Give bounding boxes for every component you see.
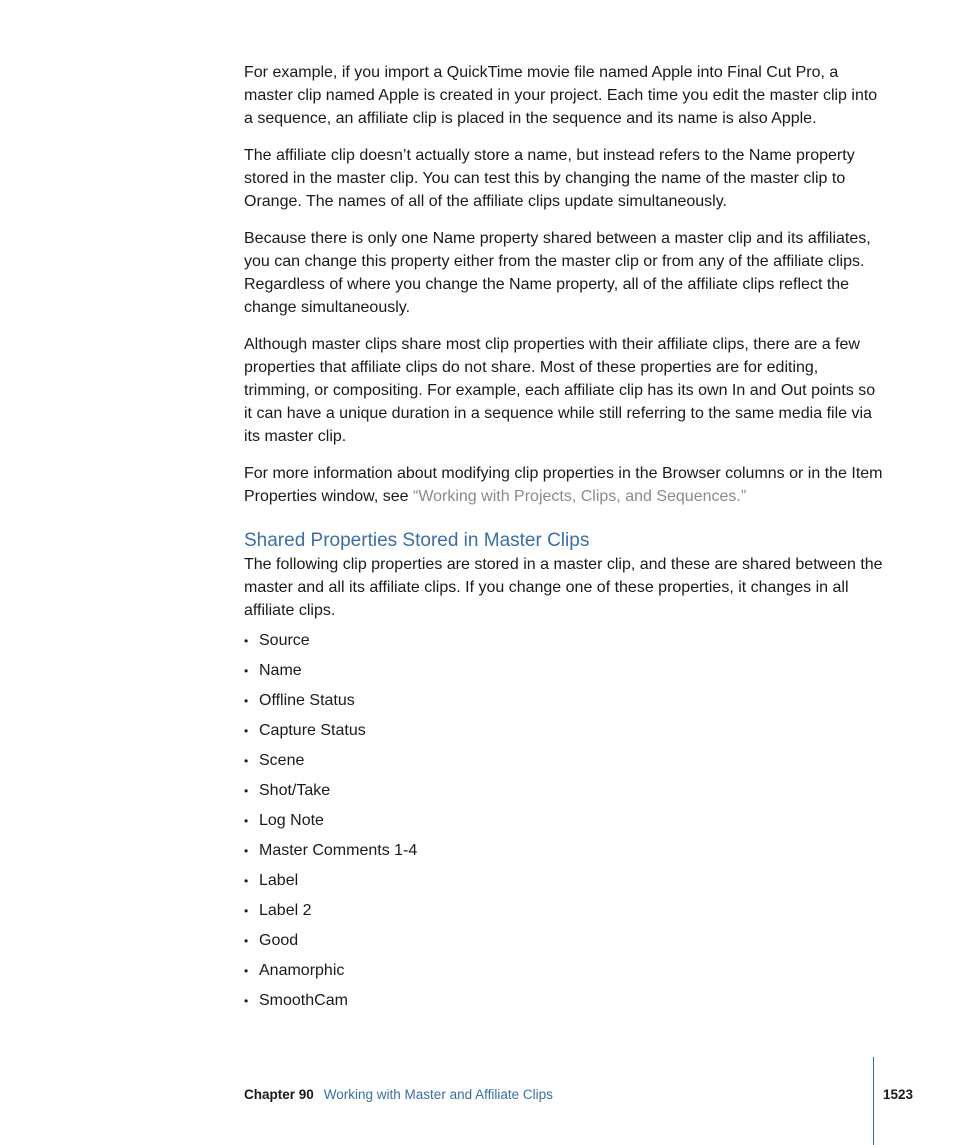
list-item xyxy=(244,960,884,982)
paragraph-unshared-properties: Although master clips share most clip properties with their affiliate clips, there are a few properties that affiliate clips do not share. Most of these properties are for editing, trimming, or compositing. For example, each affiliate clip has its own In and Out points so it can have a unique duration in a sequence while still referring to the same media file via its master clip. xyxy=(244,336,876,445)
bullet-icon: • xyxy=(244,874,249,888)
list-item-label: Capture Status xyxy=(259,722,366,739)
bullet-icon: • xyxy=(244,784,249,798)
list-item xyxy=(244,900,884,922)
bullet-icon: • xyxy=(244,694,249,708)
list-item-label: Name xyxy=(259,662,302,679)
section-intro: The following clip properties are stored in a master clip, and these are shared between the master and all its affiliate clips. If you change one of these properties, it changes in all affiliate clips. xyxy=(244,556,883,619)
list-item xyxy=(244,870,884,892)
list-item-label: Scene xyxy=(259,752,305,769)
bullet-icon: • xyxy=(244,844,249,858)
shared-properties-list xyxy=(244,630,884,1012)
list-item xyxy=(244,810,884,832)
list-item-label: Shot/Take xyxy=(259,782,331,799)
list-item-label: Log Note xyxy=(259,812,324,829)
list-item-label: Good xyxy=(259,932,299,949)
page-footer xyxy=(244,1086,553,1104)
bullet-icon: • xyxy=(244,634,249,648)
list-item xyxy=(244,780,884,802)
list-item xyxy=(244,630,884,652)
list-item-label: Anamorphic xyxy=(259,962,345,979)
paragraph-shared-name: Because there is only one Name property shared between a master clip and its affiliates, you can change this property either from the master clip or from any of the affiliate clips. Regardless of where you change the Name property, all of the affiliate clips reflect the change simultaneously. xyxy=(244,230,871,316)
page-content xyxy=(244,61,884,1020)
paragraph-more-info xyxy=(244,462,884,508)
bullet-icon: • xyxy=(244,904,249,918)
list-item-label: Offline Status xyxy=(259,692,355,709)
bullet-icon: • xyxy=(244,814,249,828)
list-item xyxy=(244,750,884,772)
bullet-icon: • xyxy=(244,964,249,978)
list-item-label: Label xyxy=(259,872,299,889)
footer-divider xyxy=(873,1057,874,1145)
bullet-icon: • xyxy=(244,664,249,678)
bullet-icon: • xyxy=(244,934,249,948)
list-item xyxy=(244,840,884,862)
section-heading: Shared Properties Stored in Master Clips xyxy=(244,530,590,551)
list-item xyxy=(244,930,884,952)
paragraph-name-property: The affiliate clip doesn’t actually store a name, but instead refers to the Name property stored in the master clip. You can test this by changing the name of the master clip to Orange. The names of all of the affiliate clips update simultaneously. xyxy=(244,147,855,210)
list-item xyxy=(244,990,884,1012)
more-info-text: For more information about modifying clip properties in the Browser columns or in the Item Properties window, see xyxy=(244,465,883,505)
footer-chapter: Chapter 90 xyxy=(244,1087,314,1102)
bullet-icon: • xyxy=(244,724,249,738)
list-item-label: Source xyxy=(259,632,310,649)
list-item xyxy=(244,660,884,682)
paragraph-example: For example, if you import a QuickTime movie file named Apple into Final Cut Pro, a master clip named Apple is created in your project. Each time you edit the master clip into a sequence, an affiliate clip is placed in the sequence and its name is also Apple. xyxy=(244,64,878,127)
list-item xyxy=(244,690,884,712)
list-item-label: Label 2 xyxy=(259,902,312,919)
bullet-icon: • xyxy=(244,754,249,768)
cross-reference-link[interactable]: “Working with Projects, Clips, and Sequences.” xyxy=(412,488,747,505)
list-item-label: Master Comments 1-4 xyxy=(259,842,418,859)
list-item-label: SmoothCam xyxy=(259,992,348,1009)
bullet-icon: • xyxy=(244,994,249,1008)
page-number: 1523 xyxy=(883,1087,914,1102)
list-item xyxy=(244,720,884,742)
footer-chapter-title: Working with Master and Affiliate Clips xyxy=(323,1087,553,1102)
